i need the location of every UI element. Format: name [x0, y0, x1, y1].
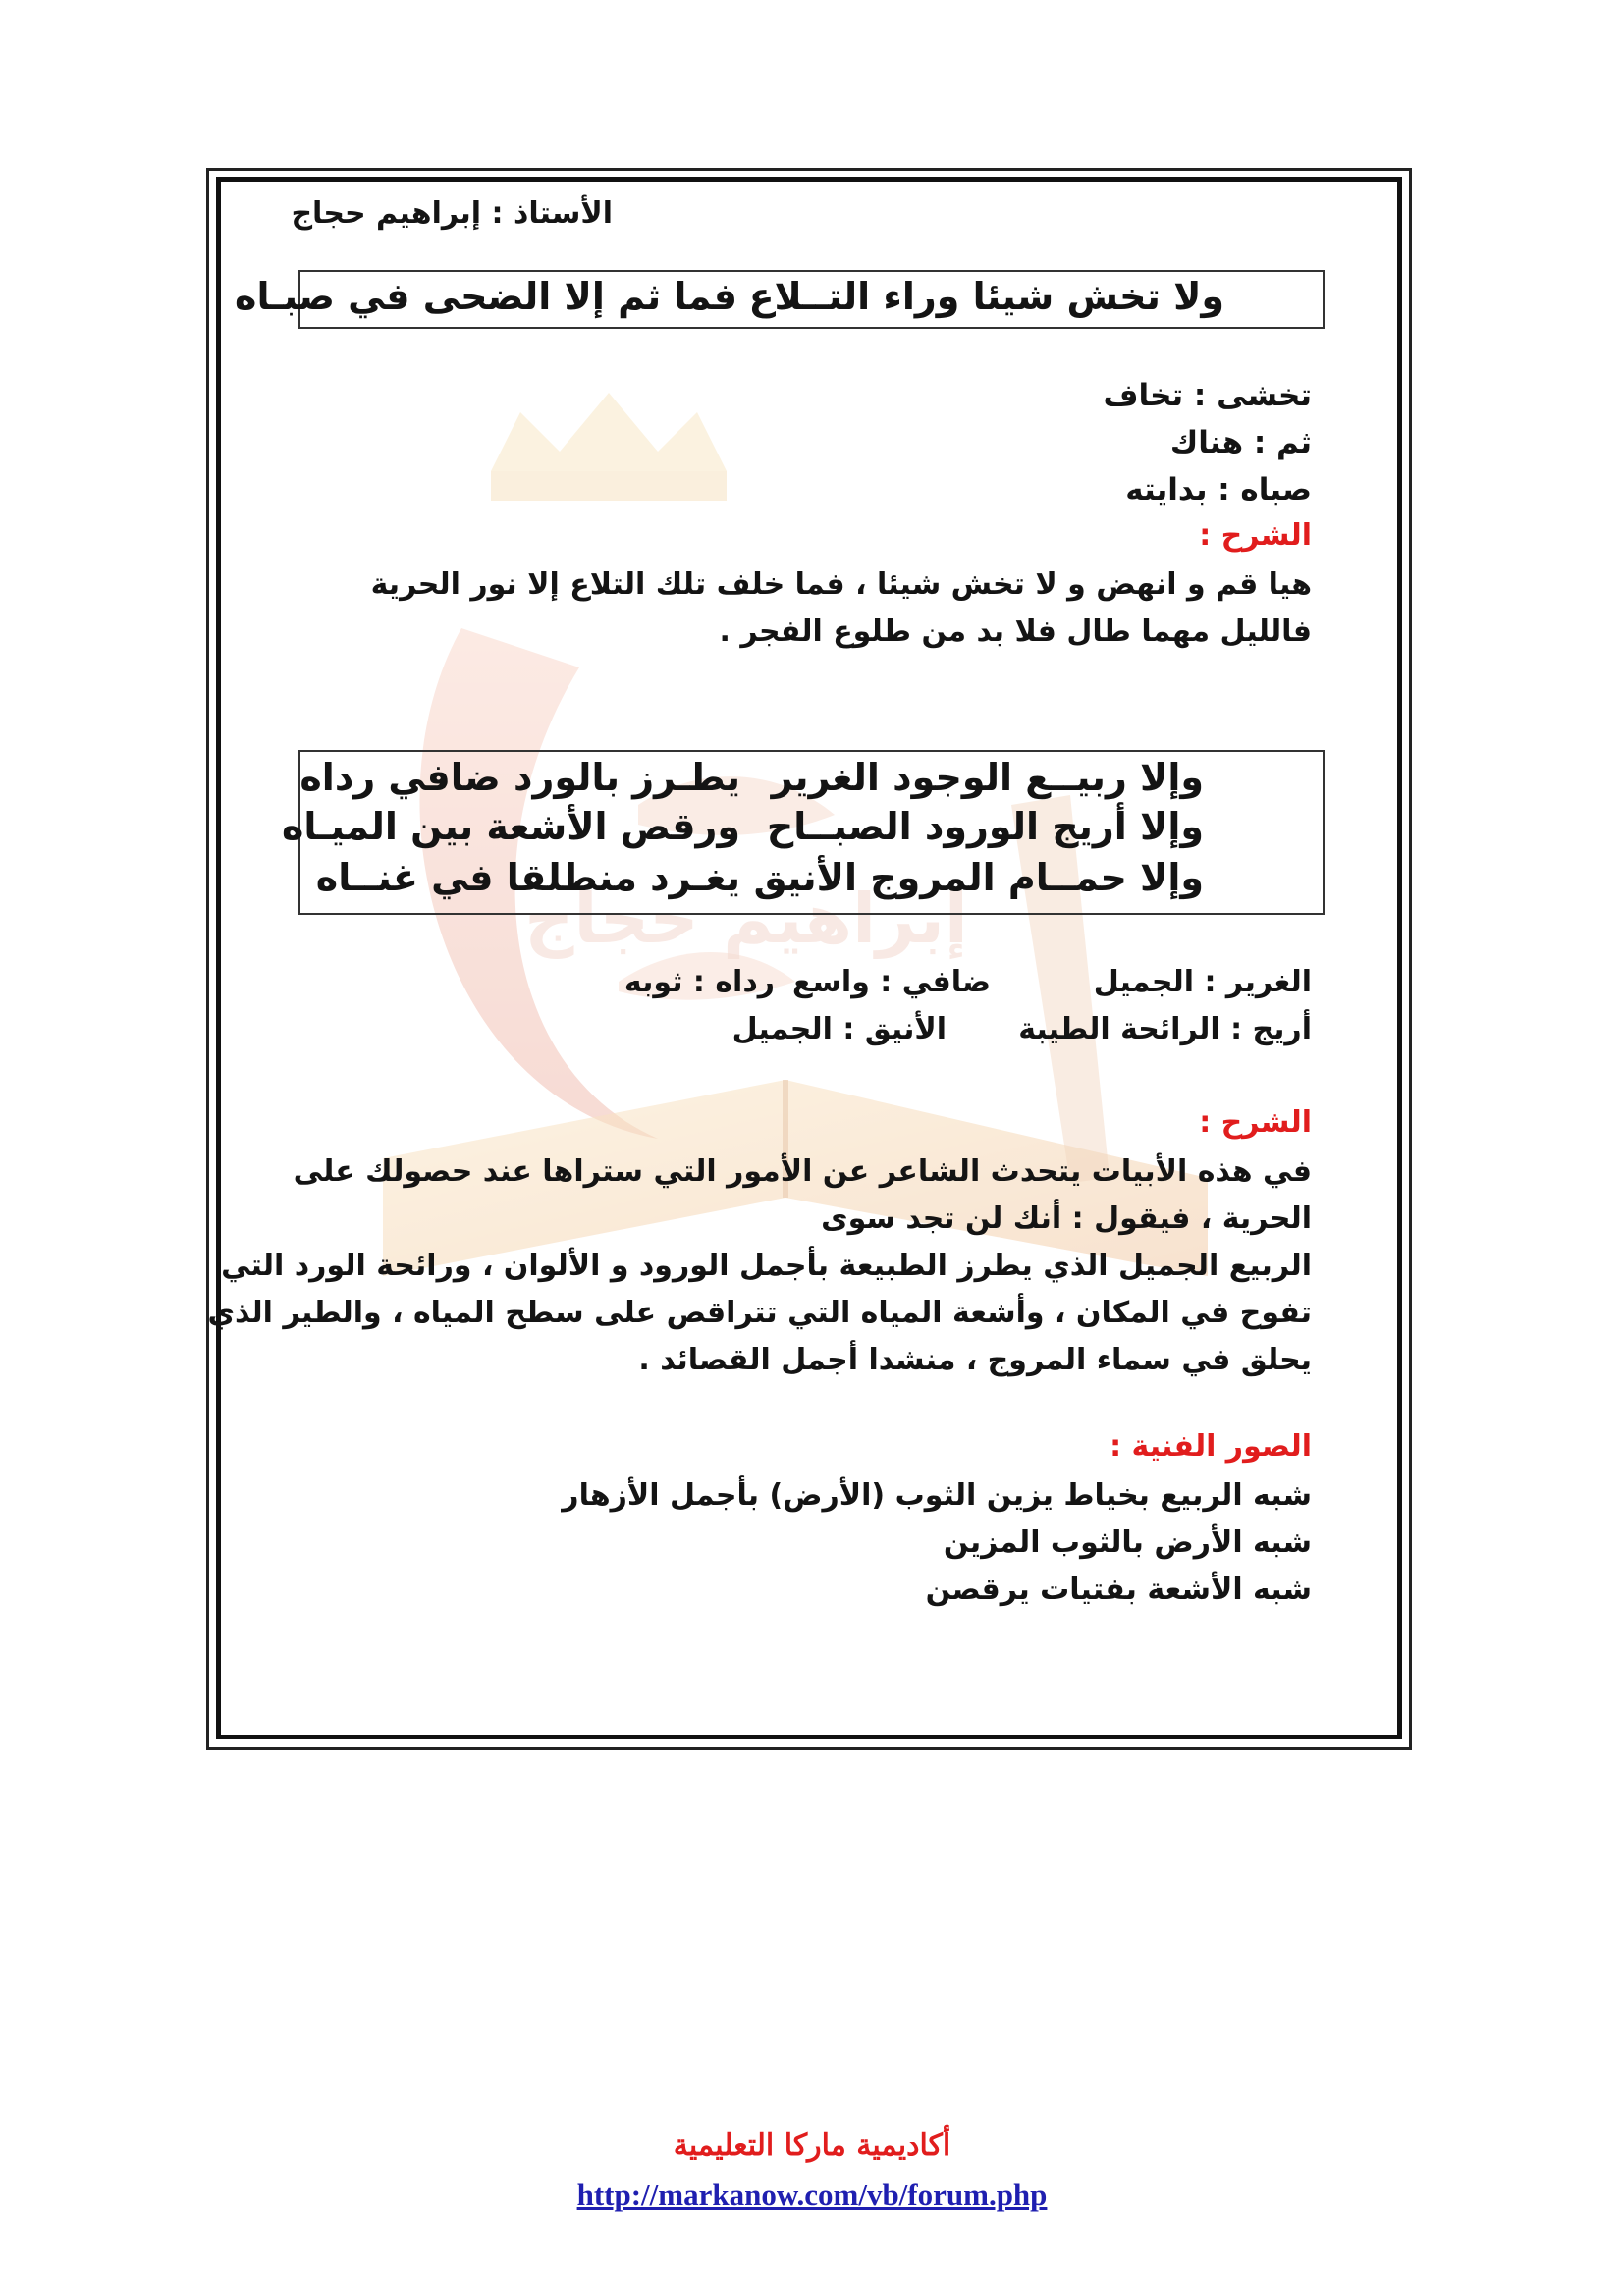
explanation-2-line: تفوح في المكان ، وأشعة المياه التي تتراقص على سطح المياه ، والطير الذي: [207, 1296, 1312, 1330]
verse-3-right-hemistich: وإلا أريج الورود الصبــاح: [766, 805, 1204, 848]
vocab-item: ضافي : واسع: [791, 965, 991, 999]
verse-4-left-hemistich: يغـرد منطلقا في غنــاه: [315, 856, 740, 899]
vocab-item: ثم : هناك: [1169, 425, 1312, 460]
imagery-line: شبه الربيع بخياط يزين الثوب (الأرض) بأجمل الأزهار: [562, 1478, 1312, 1513]
vocab-item: الغرير : الجميل: [1093, 965, 1312, 999]
explanation-1-heading: الشرح :: [1199, 518, 1312, 553]
imagery-line: شبه الأشعة بفتيات يرقصن: [925, 1573, 1312, 1607]
explanation-2-line: يحلق في سماء المروج ، منشدا أجمل القصائد .: [638, 1343, 1312, 1377]
verse-2-right-hemistich: وإلا ربيــع الوجود الغرير: [771, 756, 1204, 799]
explanation-1-line: فالليل مهما طال فلا بد من طلوع الفجر .: [719, 614, 1312, 649]
explanation-2-heading: الشرح :: [1199, 1105, 1312, 1140]
verse-1-right-hemistich: ولا تخش شيئا وراء التــلاع: [748, 275, 1224, 318]
footer-forum-link[interactable]: http://markanow.com/vb/forum.php: [576, 2177, 1048, 2212]
vocab-item: صباه : بدايته: [1125, 472, 1312, 507]
explanation-2-line: في هذه الأبيات يتحدث الشاعر عن الأمور التي ستراها عند حصولك على: [293, 1154, 1312, 1189]
explanation-1-line: هيا قم و انهض و لا تخش شيئا ، فما خلف تلك التلاع إلا نور الحرية: [370, 567, 1312, 602]
explanation-2-line: الربيع الجميل الذي يطرز الطبيعة بأجمل الورود و الألوان ، ورائحة الورد التي: [221, 1249, 1312, 1283]
imagery-heading: الصور الفنية :: [1110, 1429, 1312, 1464]
explanation-2-line: الحرية ، فيقول : أنك لن تجد سوى: [821, 1201, 1312, 1236]
watermark-text: إبراهيم حجاج: [524, 879, 968, 959]
footer-academy-name: أكاديمية ماركا التعليمية: [673, 2128, 951, 2163]
imagery-line: شبه الأرض بالثوب المزين: [943, 1525, 1312, 1560]
verse-2-left-hemistich: يطـرز بالورد ضافي رداه: [299, 756, 740, 799]
vocab-item: رداه : ثوبه: [623, 965, 775, 999]
vocab-item: تخشى : تخاف: [1103, 378, 1312, 413]
verse-1-left-hemistich: فما ثم إلا الضحى في صبـاه: [235, 275, 737, 318]
vocab-item: أريج : الرائحة الطيبة: [1018, 1012, 1312, 1046]
teacher-name: الأستاذ : إبراهيم حجاج: [291, 196, 613, 231]
verse-4-right-hemistich: وإلا حمــام المروج الأنيق: [753, 856, 1204, 899]
verse-3-left-hemistich: ورقص الأشعة بين الميـاه: [281, 805, 740, 848]
vocab-item: الأنيق : الجميل: [731, 1012, 947, 1046]
